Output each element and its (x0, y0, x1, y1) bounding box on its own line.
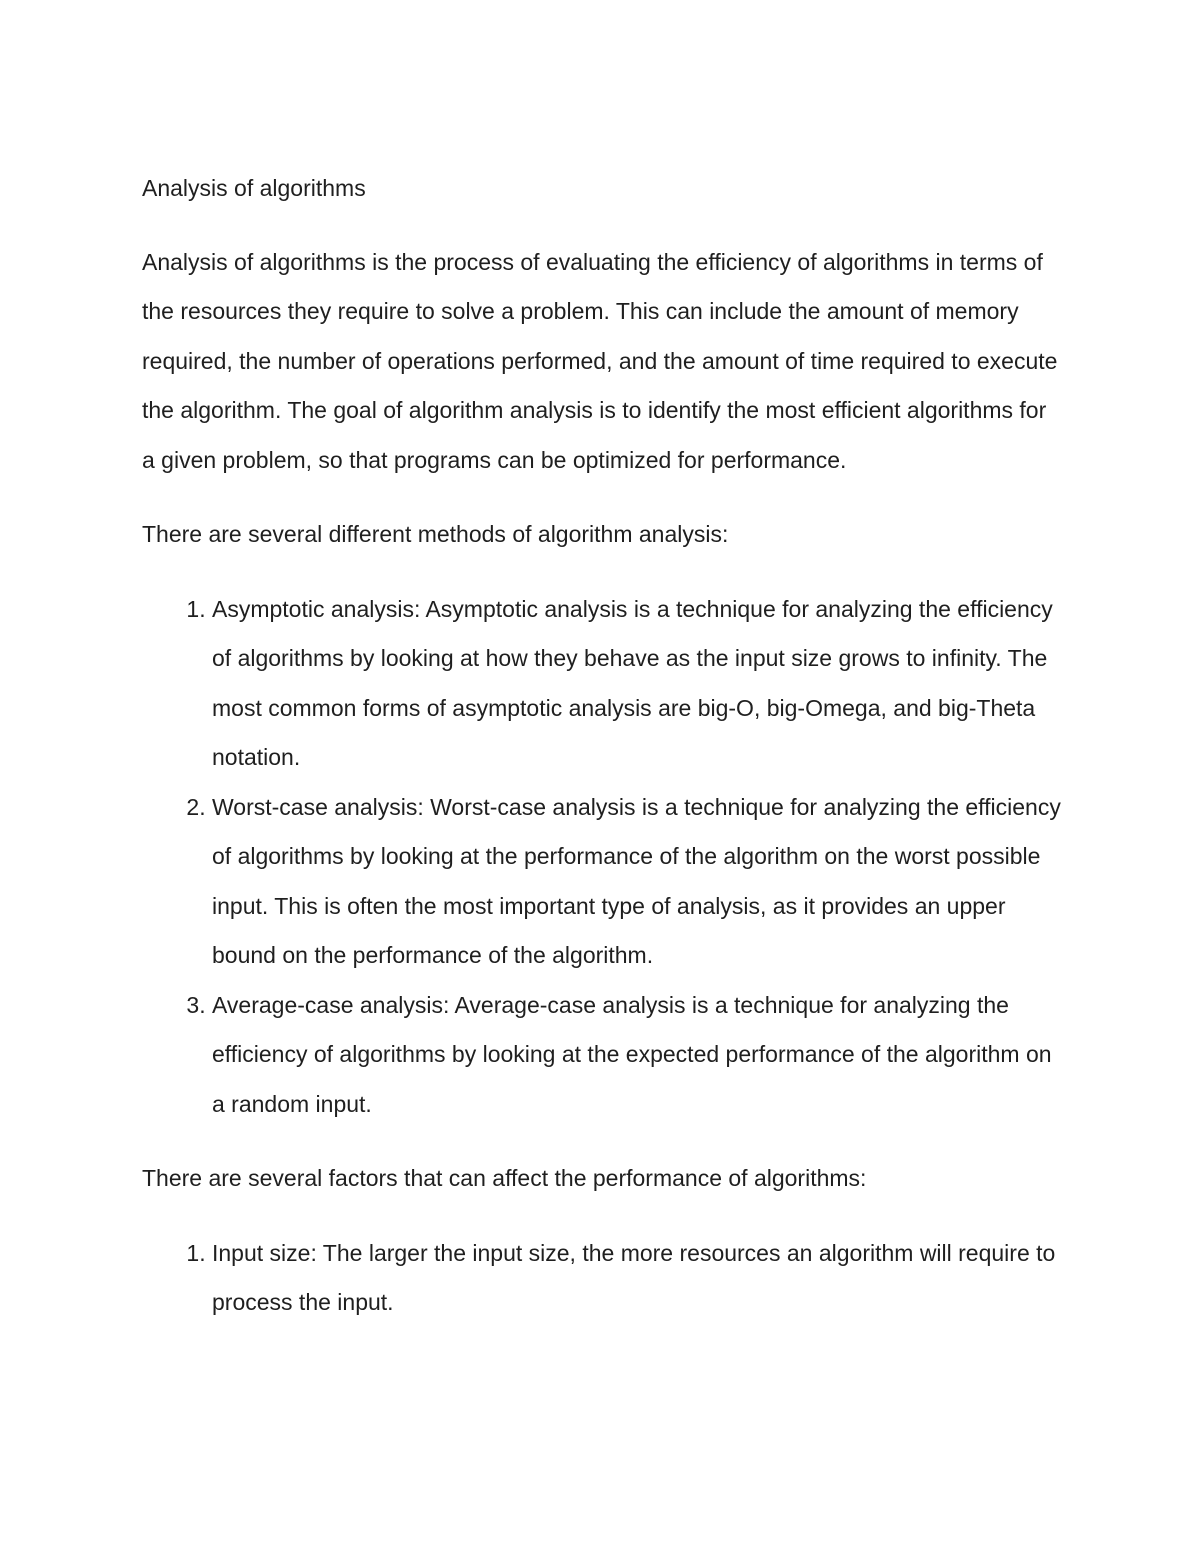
list-item: 1. Input size: The larger the input size, the more resources an algorithm will require to process the input. (212, 1229, 1062, 1328)
document-title: Analysis of algorithms (142, 175, 366, 201)
list-item: 1. Asymptotic analysis: Asymptotic analysis is a technique for analyzing the efficiency of algorithms by looking at how they behave as the input size grows to infinity. The most common forms of asymptotic analysis are big-O, big-Omega, and big-Theta notation. (212, 585, 1062, 783)
factors-list (142, 1229, 1062, 1328)
list-item: 3. Average-case analysis: Average-case analysis is a technique for analyzing the efficiency of algorithms by looking at the expected performance of the algorithm on a random input. (212, 981, 1062, 1130)
methods-heading: There are several different methods of algorithm analysis: (142, 521, 729, 547)
list-item: 2. Worst-case analysis: Worst-case analysis is a technique for analyzing the efficiency of algorithms by looking at the performance of the algorithm on the worst possible input. This is often the most important type of analysis, as it provides an upper bound on the performance of the algorithm. (212, 783, 1062, 981)
document-page (142, 164, 1062, 1353)
intro-paragraph: Analysis of algorithms is the process of evaluating the efficiency of algorithms in terms of the resources they require to solve a problem. This can include the amount of memory required, the number of operations performed, and the amount of time required to execute the algorithm. The goal of algorithm analysis is to identify the most efficient algorithms for a given problem, so that programs can be optimized for performance. (142, 248, 1058, 473)
methods-list (142, 585, 1062, 1130)
factors-heading: There are several factors that can affect the performance of algorithms: (142, 1165, 867, 1191)
